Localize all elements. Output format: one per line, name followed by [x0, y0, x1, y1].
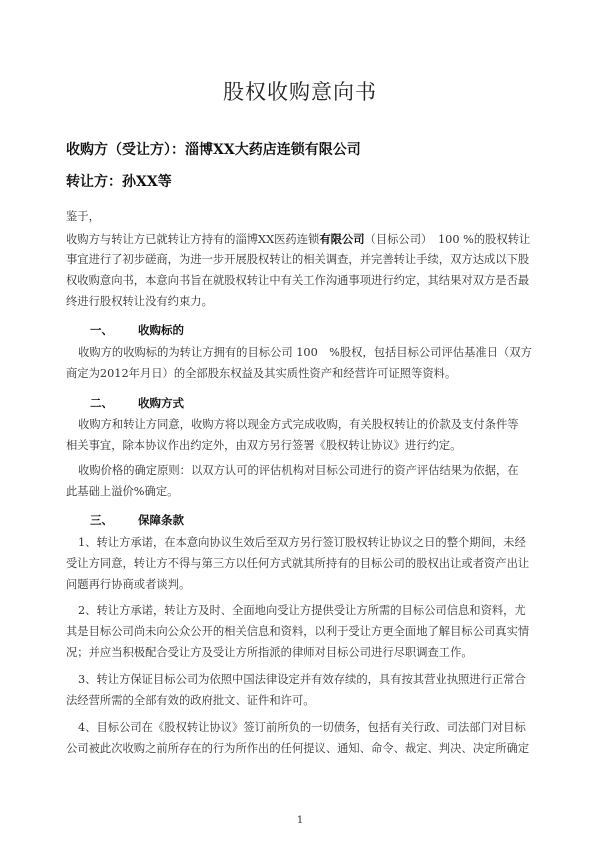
section-2-para-2-line-1: 收购价格的确定原则：以双方认可的评估机构对目标公司进行的资产评估结果为依据，在 — [78, 464, 519, 477]
section-1-heading — [90, 320, 184, 341]
section-number: 三、 — [90, 513, 113, 527]
section-number: 二、 — [90, 396, 113, 410]
section-2-para-1-line-2: 相关事宜，除本协议作出约定外，由双方另行签署《股权转让协议》进行约定。 — [66, 439, 462, 452]
section-1-line-1: 收购方的收购标的为转让方拥有的目标公司 100 %股权，包括目标公司评估基准日（双方 — [78, 346, 532, 359]
section-1-line-2: 商定为2012年月日）的全部股东权益及其实质性资产和经营许可证照等资料。 — [66, 367, 457, 380]
section-title: 收购标的 — [138, 323, 184, 337]
seller-line: 转让方：孙XX等 — [66, 174, 172, 190]
section-2-para-2-line-2: 此基础上溢价%确定。 — [66, 485, 179, 498]
intro-line-2: 事宜进行了初步磋商，为进一步开展股权转让的相关调查，并完善转让手续，双方达成以下股 — [66, 253, 530, 266]
clause-3-line-1: 3、转让方保证目标公司为依照中国法律设定并有效存续的，具有按其营业执照进行正常合 — [78, 673, 526, 686]
intro-bold-text: 有限公司 — [319, 232, 365, 246]
clause-1-line-3: 问题再行协商或者谈判。 — [66, 578, 191, 591]
clause-2-line-2: 其是目标公司尚未向公众公开的相关信息和资料，以利于受让方更全面地了解目标公司真实情 — [66, 625, 530, 638]
clause-3-line-2: 法经营所需的全部有效的政府批文、证件和许可。 — [66, 694, 315, 707]
clause-1-line-2: 受让方同意，转让方不得与第三方以任何方式就其所持有的目标公司的股权出让或者资产出让 — [66, 557, 530, 570]
clause-2-line-1: 2、转让方承诺，转让方及时、全面地向受让方提供受让方所需的目标公司信息和资料，尤 — [78, 604, 526, 617]
intro-line-1 — [66, 229, 530, 251]
section-title: 收购方式 — [138, 396, 184, 410]
intro-line-3: 权收购意向书，本意向书旨在就股权转让中有关工作沟通事项进行约定，其结果对双方是否最 — [66, 274, 530, 287]
section-2-para-1-line-1: 收购方和转让方同意，收购方将以现金方式完成收购，有关股权转让的价款及支付条件等 — [78, 418, 519, 431]
page-number: 1 — [296, 815, 304, 826]
clause-4-line-2: 公司被此次收购之前所存在的行为所作出的任何提议、通知、命令、裁定、判决、决定所确定 — [66, 742, 530, 755]
section-title: 保障条款 — [138, 513, 184, 527]
document-title: 股权收购意向书 — [223, 80, 377, 104]
clause-2-line-3: 况；并应当积极配合受让方及受让方所指派的律师对目标公司进行尽职调查工作。 — [66, 646, 473, 659]
intro-line-4: 终进行股权转让没有约束力。 — [66, 295, 213, 308]
section-number: 一、 — [90, 323, 113, 337]
clause-1-line-1: 1、转让方承诺，在本意向协议生效后至双方另行签订股权转让协议之日的整个期间，未经 — [78, 536, 526, 549]
clause-4-line-1: 4、目标公司在《股权转让协议》签订前所负的一切债务，包括有关行政、司法部门对目标 — [78, 721, 526, 734]
salutation: 鉴于， — [66, 210, 100, 223]
intro-text: 收购方与转让方已就转让方持有的淄博XX医药连锁 — [66, 233, 320, 246]
buyer-line: 收购方（受让方）：淄博XX大药店连锁有限公司 — [66, 142, 361, 158]
intro-text: （目标公司） 100 %的股权转让 — [364, 233, 531, 246]
section-3-heading — [90, 510, 184, 531]
section-2-heading — [90, 393, 184, 414]
